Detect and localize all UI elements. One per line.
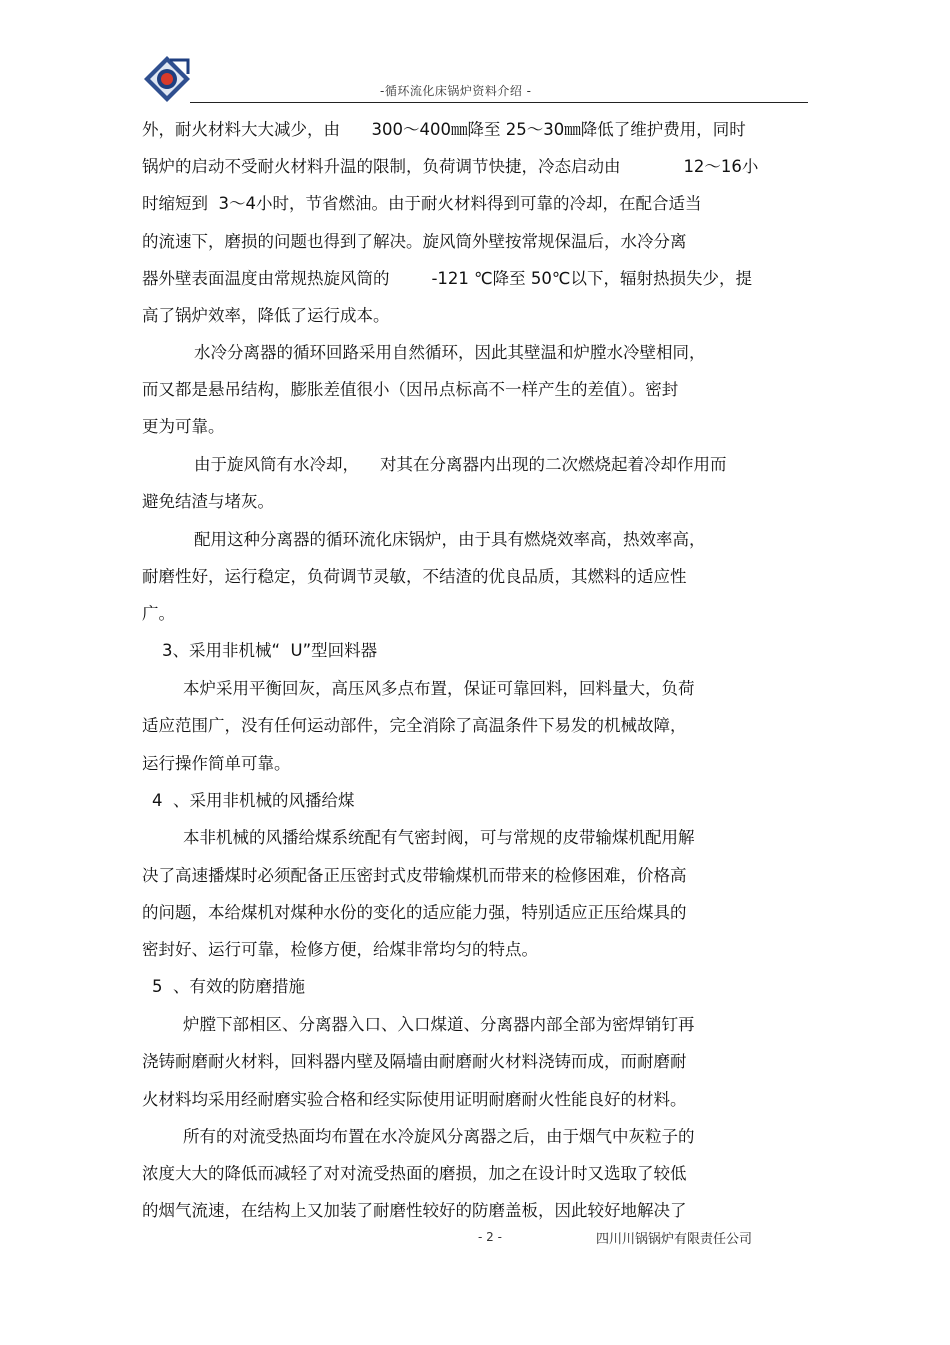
body-line: 的问题，本给煤机对煤种水份的变化的适应能力强，特别适应正压给煤具的 — [142, 903, 687, 922]
body-line: 时缩短到 3～4小时，节省燃油。由于耐火材料得到可靠的冷却，在配合适当 — [142, 194, 702, 213]
body-line: 密封好、运行可靠，检修方便，给煤非常均匀的特点。 — [142, 940, 538, 959]
body-line: 本非机械的风播给煤系统配有气密封阀，可与常规的皮带输煤机配用解 — [183, 828, 695, 847]
body-line: 火材料均采用经耐磨实验合格和经实际使用证明耐磨耐火性能良好的材料。 — [142, 1090, 687, 1109]
body-line: 决了高速播煤时必须配备正压密封式皮带输煤机而带来的检修困难，价格高 — [142, 866, 687, 885]
body-line: 本炉采用平衡回灰，高压风多点布置，保证可靠回料，回料量大，负荷 — [183, 679, 695, 698]
body-line: 适应范围广，没有任何运动部件，完全消除了高温条件下易发的机械故障， — [142, 716, 687, 735]
header-divider — [190, 102, 808, 103]
body-line: 锅炉的启动不受耐火材料升温的限制，负荷调节快捷，冷态启动由 12～16小 — [142, 157, 759, 176]
header-title: -循环流化床锅炉资料介绍 - — [380, 84, 532, 98]
section-heading: 5 、有效的防磨措施 — [152, 977, 305, 996]
body-line: 水冷分离器的循环回路采用自然循环，因此其壁温和炉膛水冷壁相同， — [194, 343, 706, 362]
body-line: 配用这种分离器的循环流化床锅炉，由于具有燃烧效率高，热效率高， — [194, 530, 706, 549]
body-line: 更为可靠。 — [142, 417, 225, 436]
body-line: 浇铸耐磨耐火材料，回料器内壁及隔墙由耐磨耐火材料浇铸而成，而耐磨耐 — [142, 1052, 687, 1071]
body-line: 器外壁表面温度由常规热旋风筒的 -121 ℃降至 50℃以下，辐射热损失少，提 — [142, 269, 752, 288]
body-line: 浓度大大的降低而减轻了对对流受热面的磨损，加之在设计时又选取了较低 — [142, 1164, 687, 1183]
page-number: - 2 - — [478, 1230, 502, 1244]
body-line: 避免结渣与堵灰。 — [142, 492, 274, 511]
body-line: 广。 — [142, 604, 175, 623]
body-line: 运行操作简单可靠。 — [142, 754, 291, 773]
footer-company: 四川川锅锅炉有限责任公司 — [596, 1232, 753, 1247]
body-line: 高了锅炉效率，降低了运行成本。 — [142, 306, 390, 325]
section-heading: 3、采用非机械“ U”型回料器 — [162, 641, 378, 660]
body-line: 而又都是悬吊结构，膨胀差值很小（因吊点标高不一样产生的差值）。密封 — [142, 380, 679, 399]
body-line: 的流速下，磨损的问题也得到了解决。旋风筒外壁按常规保温后，水冷分离 — [142, 232, 687, 251]
body-line: 外，耐火材料大大减少，由 300～400㎜降至 25～30㎜降低了维护费用，同时 — [142, 120, 746, 139]
body-line: 由于旋风筒有水冷却， 对其在分离器内出现的二次燃烧起着冷却作用而 — [194, 455, 727, 474]
body-line: 耐磨性好，运行稳定，负荷调节灵敏，不结渣的优良品质，其燃料的适应性 — [142, 567, 687, 586]
section-heading: 4 、采用非机械的风播给煤 — [152, 791, 355, 810]
body-line: 炉膛下部相区、分离器入口、入口煤道、分离器内部全部为密焊销钉再 — [183, 1015, 695, 1034]
body-line: 所有的对流受热面均布置在水冷旋风分离器之后，由于烟气中灰粒子的 — [183, 1127, 695, 1146]
company-logo — [142, 54, 192, 104]
company-logo-icon — [142, 54, 192, 104]
body-line: 的烟气流速，在结构上又加装了耐磨性较好的防磨盖板，因此较好地解决了 — [142, 1201, 687, 1220]
